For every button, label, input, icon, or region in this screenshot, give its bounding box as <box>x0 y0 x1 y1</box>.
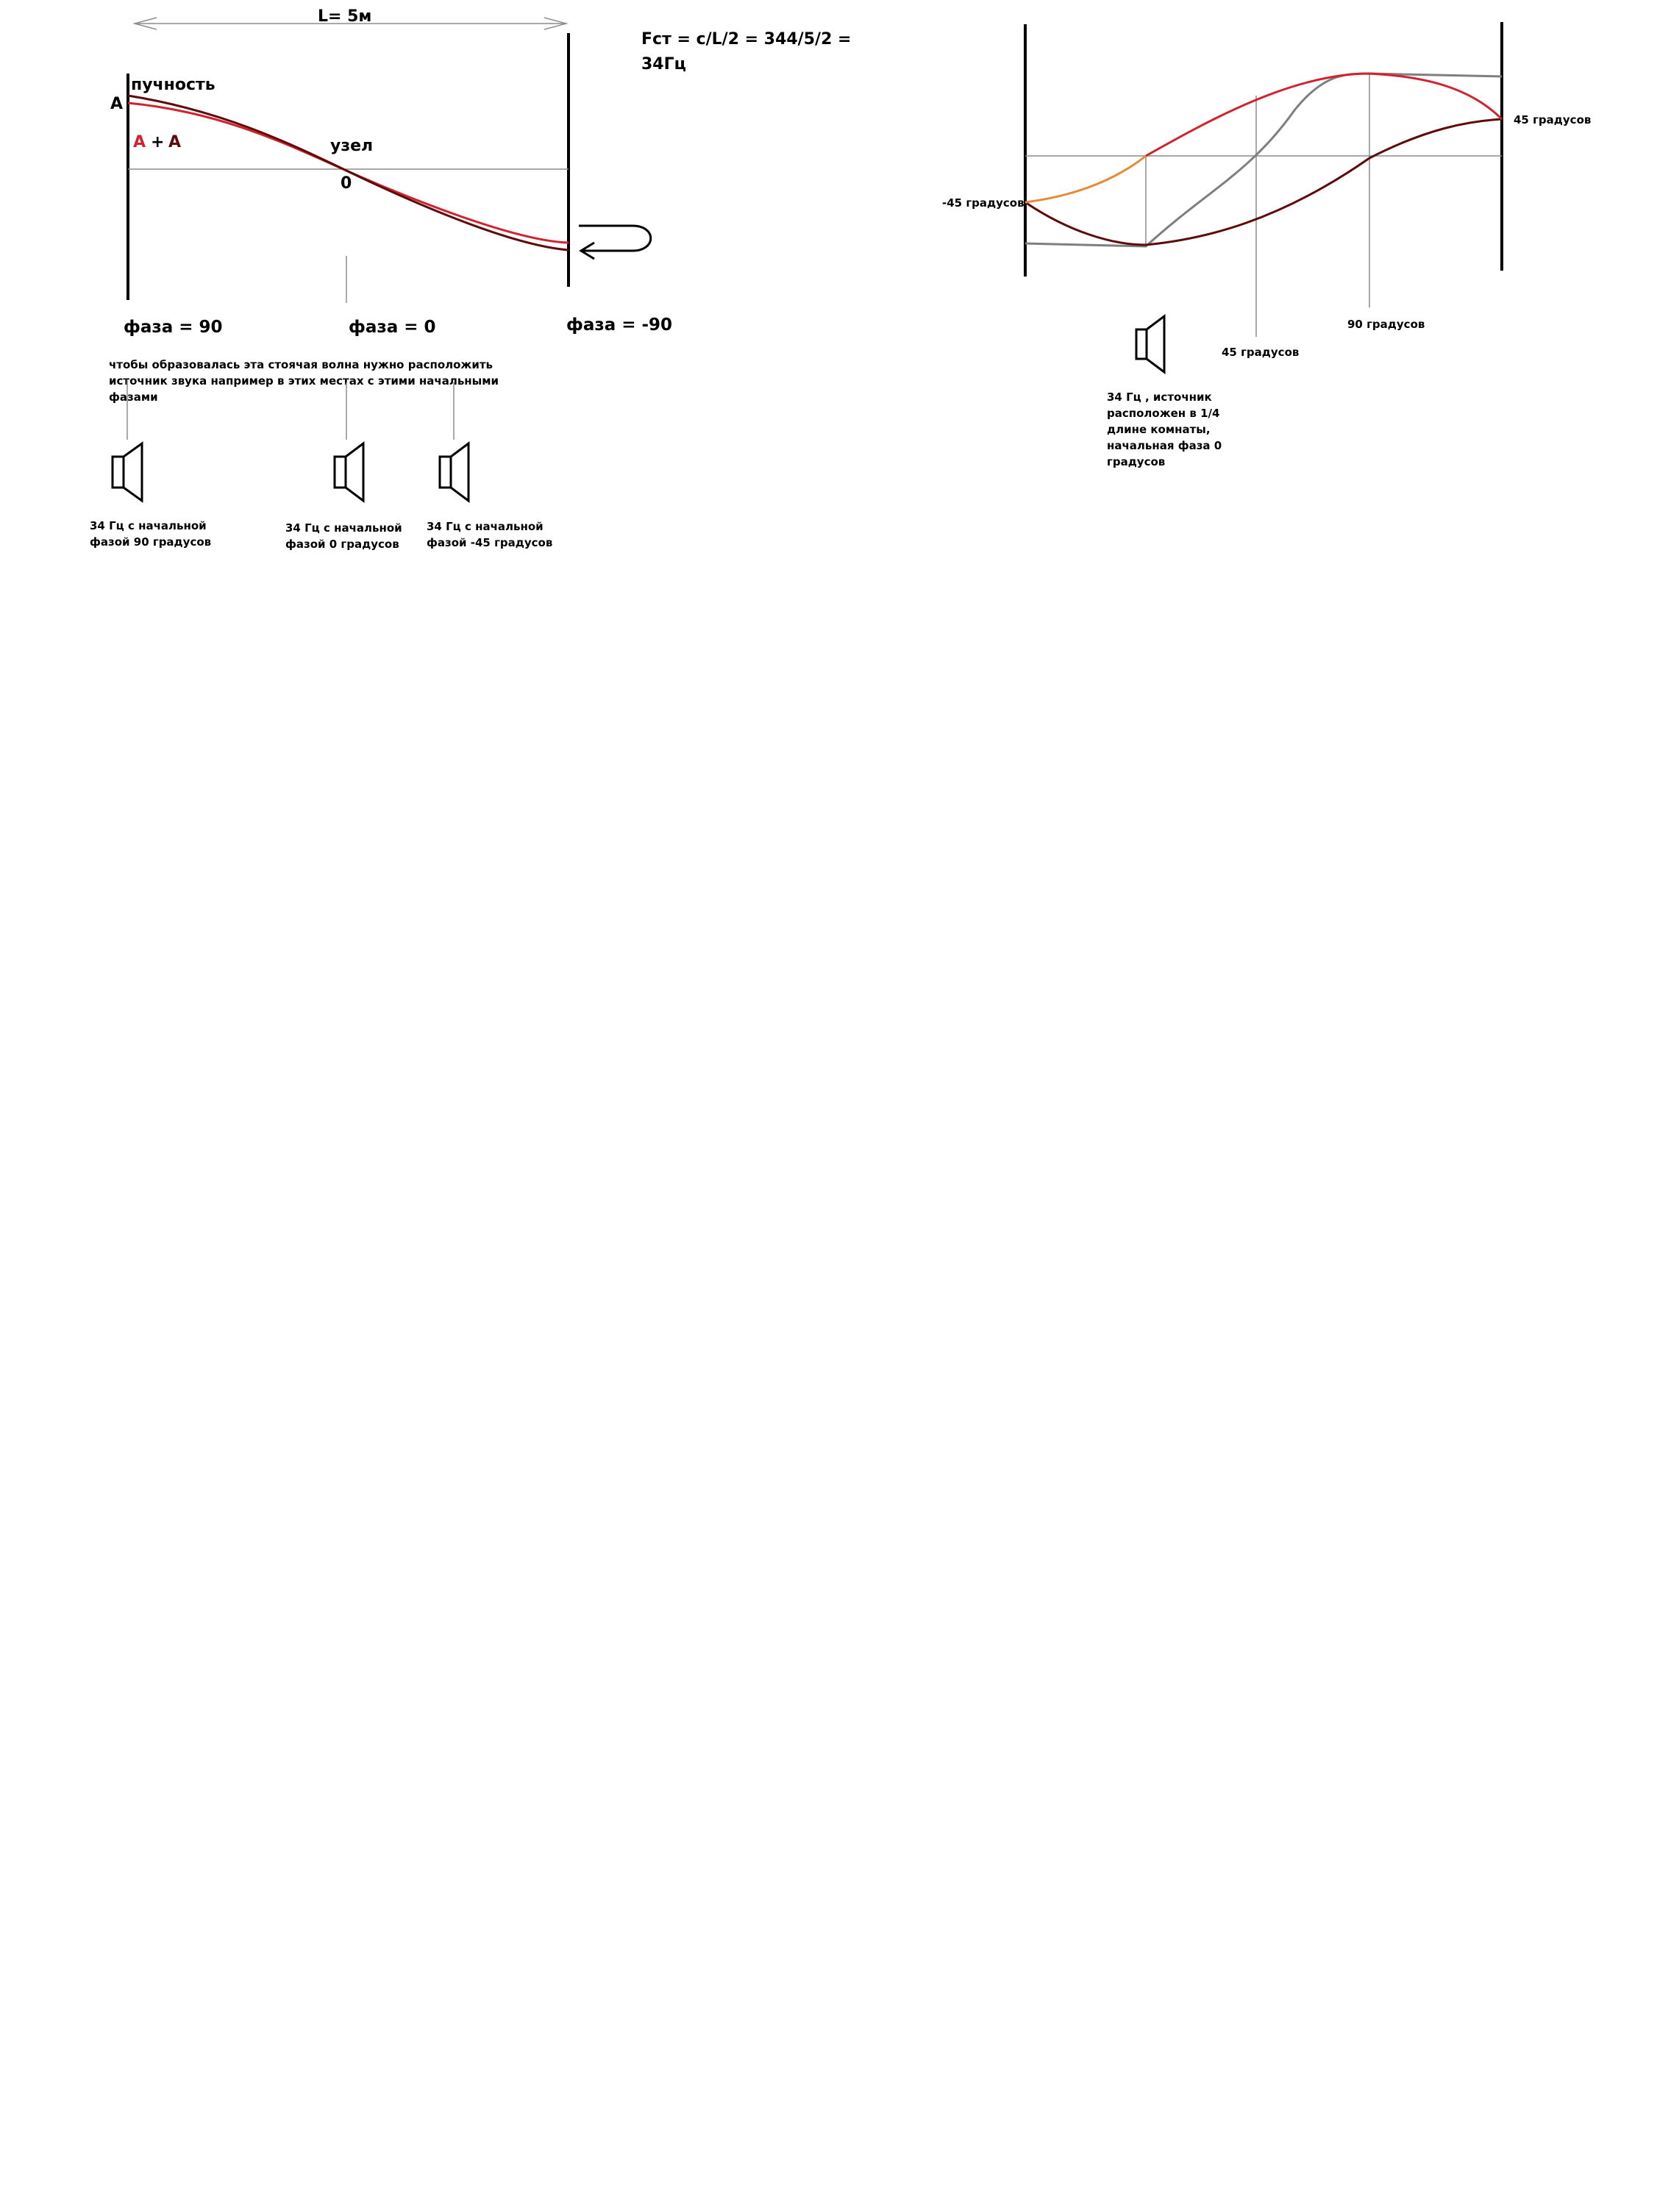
phase-left-label: фаза = 90 <box>124 318 223 337</box>
length-label: L= 5м <box>318 7 372 26</box>
standing-wave-red <box>128 103 569 243</box>
red-wave <box>1146 74 1502 156</box>
speaker1-icon <box>113 443 142 501</box>
explanation-line-1: чтобы образовалась эта стоячая волна нужно расположить <box>109 358 493 371</box>
right-phase-label: 45 градусов <box>1514 113 1592 126</box>
phase-mid-label: фаза = 0 <box>349 318 436 337</box>
source-caption-2: расположен в 1/4 <box>1107 407 1220 420</box>
speaker3-caption-2: фазой -45 градусов <box>427 536 553 549</box>
sum-plus: + <box>151 133 165 151</box>
amplitude-label: A <box>110 95 124 113</box>
speaker1-caption-2: фазой 90 градусов <box>90 535 212 549</box>
phase-right-label: фаза = -90 <box>566 315 673 335</box>
right-diagram <box>942 22 1591 468</box>
left-diagram <box>90 7 851 551</box>
speaker2-icon <box>335 443 363 501</box>
antinode-label: пучность <box>131 76 215 94</box>
speaker3-caption-1: 34 Гц с начальной <box>427 520 544 533</box>
source-caption-3: длине комнаты, <box>1107 423 1211 436</box>
speaker2-caption-2: фазой 0 градусов <box>285 538 399 551</box>
right-speaker-icon <box>1136 316 1164 372</box>
label-45: 45 градусов <box>1222 346 1300 359</box>
speaker2-caption-1: 34 Гц с начальной <box>285 521 402 535</box>
formula-line-2: 34Гц <box>641 55 686 74</box>
standing-wave-dark <box>128 96 569 250</box>
sum-a2: A <box>168 133 182 151</box>
formula-line-1: Fст = c/L/2 = 344/5/2 = <box>641 30 852 49</box>
gray-wave <box>1025 74 1502 246</box>
zero-label: 0 <box>341 174 352 193</box>
left-phase-label: -45 градусов <box>942 196 1025 210</box>
source-caption-4: начальная фаза 0 <box>1107 439 1222 452</box>
source-caption-1: 34 Гц , источник <box>1107 390 1212 404</box>
node-label: узел <box>330 137 374 155</box>
dark-red-wave <box>1025 119 1502 245</box>
explanation-line-2: источник звука например в этих местах с этими начальными <box>109 374 499 388</box>
label-90: 90 градусов <box>1347 318 1425 331</box>
speaker1-caption-1: 34 Гц с начальной <box>90 519 207 532</box>
speaker3-icon <box>440 443 468 501</box>
orange-wave <box>1025 156 1146 202</box>
reflection-arrow-icon <box>579 226 651 251</box>
explanation-line-3: фазами <box>109 390 158 404</box>
sum-a1: A <box>133 133 146 151</box>
source-caption-5: градусов <box>1107 455 1166 468</box>
